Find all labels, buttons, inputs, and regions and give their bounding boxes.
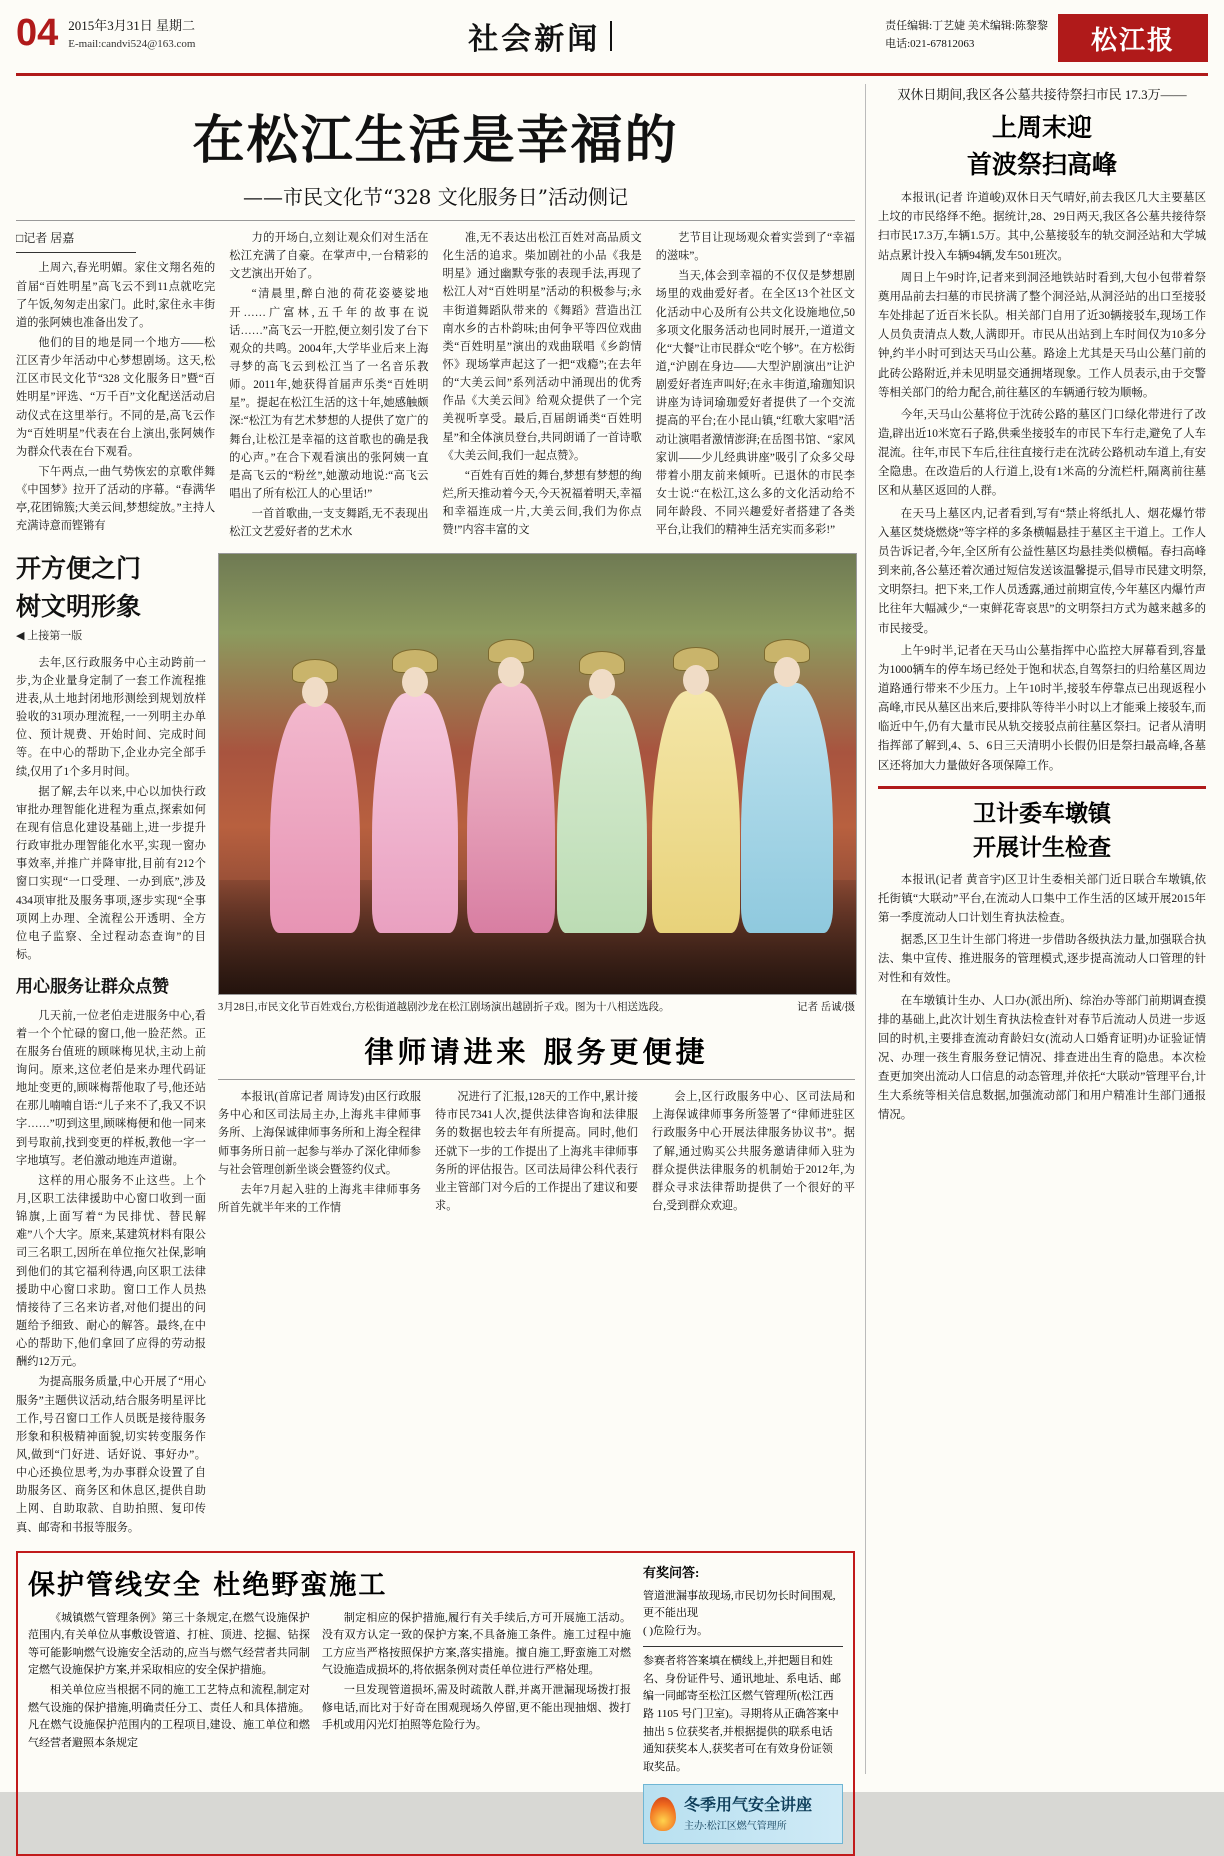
rule — [16, 220, 855, 221]
email-address: E-mail:candvi524@163.com — [68, 37, 196, 50]
paragraph: 几天前,一位老伯走进服务中心,看着一个个忙碌的窗口,他一脸茫然。正在服务台值班的顾咪梅见状,主动上前询问。原来,这位老伯是来办理代码证地址变更的,顾咪梅帮他取了号,他还站在那儿喃喃自语:“儿子来不了,我又不识字……”叨到这里,顾咪梅便和他一同来到号取前,找到变更的样板,教他一字一字地填写。老伯激动地连声道谢。 — [16, 1009, 206, 1167]
right-article2-body — [878, 871, 1206, 1126]
right-title2-line-2: 开展计生检查 — [973, 833, 1111, 861]
gas-safety-ad — [16, 1551, 855, 1856]
lawyer-columns — [218, 1088, 855, 1219]
continued-from-label: ◀ 上接第一版 — [16, 629, 83, 642]
headline-block — [16, 98, 855, 210]
paragraph: 艺节目让现场观众着实尝到了“幸福的滋味”。 — [655, 232, 855, 263]
performer-head — [302, 677, 328, 707]
paragraph: 为提高服务质量,中心开展了“用心服务”主题供议活动,结合服务明星评比工作,号召窗口工作人员既是接待服务形象和积极精神面貌,切实转变服务作风,做到“门好进、话好说、事好办”。中心还换位思考,为办事群众设置了自助服务区、商务区和休息区,提供自助上网、自助取款、自助拍照、复印传真、邮寄和书报等服务。 — [16, 1376, 206, 1534]
photo-area — [218, 553, 855, 1538]
paragraph: 本报讯(记者 黄音宇)区卫计生委相关部门近日联合车墩镇,依托街镇“大联动”平台,在流动人口集中工作生活的区域开展2015年第一季度流动人口计划生育执法检查。 — [878, 873, 1206, 924]
paragraph: 在天马上墓区内,记者看到,写有“禁止将纸扎人、烟花爆竹带入墓区焚烧燃烧”等字样的多条横幅悬挂于墓区主干道上。工作人员告诉记者,今年,全区所有公益性墓区均悬挂类似横幅。春扫高峰到来前,各公墓还着次通过短信发送该温馨提示,倡导市民建文明祭,文明祭扫。把下来,工作人员透露,通过前期宣传,今年墓区内爆竹声比往年大幅减少,“一束鲜花寄哀思”的文明祭扫方式为越来越多的市民接受。 — [878, 507, 1206, 635]
article-column-3 — [443, 229, 642, 543]
date-block — [68, 14, 195, 52]
paragraph: 今年,天马山公墓将位于沈砖公路的墓区门口绿化带进行了改造,辟出近10米宽石子路,供乘坐接驳车的市民下车行走,避免了人车混流。往年,市民下车后,往往直接行走在沈砖公路机动车道上,有安全隐患。在改造后的人行道上,设有1米高的分流栏杆,隔离前往墓区和从墓区返回的人群。 — [878, 408, 1206, 498]
secondary-title-line-2: 树文明形象 — [16, 591, 142, 621]
paragraph: 会上,区行政服务中心、区司法局和上海保诚律师事务所签署了“律师进驻区行政服务中心开展法律服务协议书”。据了解,通过购买公共服务邀请律师入驻为群众提供法律服务的机制始于2012年,为群众寻求法律帮助提供了一个很好的平台,受到群众欢迎。 — [652, 1091, 855, 1212]
ad-banner — [643, 1784, 843, 1844]
paragraph: 一旦发现管道损坏,需及时疏散人群,并离开泄漏现场拨打报修电话,而比对于好奇在围观现场久停留,更不能出现抽烟、拨打手机或用闪光灯拍照等危险行为。 — [321, 1684, 631, 1732]
quiz-note: 参赛者将答案填在横线上,并把题目和姓名、身份证件号、通讯地址、系电话、邮编一同邮寄至松江区燃气管理所(松江西路 1105 号门卫室)。寻期将从正确答案中抽出 5 位获奖者,并根据提供的联系电话通知获奖本人,获奖者可在有效身份证领取奖品。 — [643, 1655, 841, 1773]
editor-line-2: 电话:021-67812063 — [885, 37, 975, 50]
paragraph: 他们的目的地是同一个地方——松江区青少年活动中心梦想剧场。这天,松江区市民文化节“328 文化服务日”暨“百姓明星”评选、“万千百”文化配送活动启动仪式在这里举行。不同的是,高飞云作为“百姓明星”代表在台上演出,张阿姨作为群众代表在台下观看。 — [16, 337, 216, 458]
photo-caption: 3月28日,市民文化节百姓戏台,方松街道越剧沙龙在松江剧场演出越剧折子戏。图为十八相送选段。 — [218, 1002, 670, 1014]
paragraph: 在车墩镇计生办、人口办(派出所)、综治办等部门前期调查摸排的基础上,此次计划生育执法检查针对春节后流动人员进一步返回的时机,主要排查流动育龄妇女(流动人口婚育证明)办证验证情况、办理一孩生育服务登记情况、排查进出生育的隐患。本次检查更加突出流动人口信息的动态管理,并依托“大联动”管理平台,计生大系统等相关信息数据,加强流动部门和用户精准计生部门通报情况。 — [878, 994, 1206, 1122]
performer-head — [683, 665, 709, 695]
paragraph: “百姓有百姓的舞台,梦想有梦想的绚烂,所天推动着今天,今天祝福着明天,幸福和幸福连成一片,大美云间,我们为你点赞!”内容丰富的文 — [442, 469, 642, 537]
paragraph: 上周六,春光明媚。家住文翔名苑的首届“百姓明星”高飞云不到11点就吃完了午饭,匆匆走出家门。此时,家住永丰街道的张阿姨也准备出发了。 — [16, 262, 216, 329]
paragraph: 这样的用心服务不止这些。上个月,区职工法律援助中心窗口收到一面锦旗,上面写着“为民排忧、替民解难”八个大字。原来,某建筑材料有限公司三名职工,因所在单位拖欠社保,影响到他们的其它福利待遇,向区职工法律援助中心窗口求助。窗口工作人员热情接待了三名来访者,对他们提出的问题给予细致、耐心的解答。最终,在中心的帮助下,他们拿回了应得的劳动报酬约12万元。 — [16, 1174, 206, 1369]
article-column-2 — [229, 229, 428, 543]
performer-head — [774, 657, 800, 687]
paragraph: 去年,区行政服务中心主动跨前一步,为企业量身定制了一套工作流程推进表,从土地封闭地形测绘到规划放样验收的31项办理流程,一一列明主办单位、预计规费、开始时间、完成时间等。在中心的帮助下,企业办完全部手续,仅用了1个多月时间。 — [16, 656, 206, 778]
right-column — [866, 84, 1206, 1774]
lawyer-article-title: 律师请进来 服务更便捷 — [364, 1035, 709, 1070]
performer — [741, 683, 833, 933]
paragraph: 本报讯(首席记者 周诗发)由区行政服务中心和区司法局主办,上海兆丰律师事务所、上海保诚律师事务所和上海全程律师事务所日前一起参与举办了深化律师参与社会管理创新坐谈会暨签约仪式。 — [218, 1091, 421, 1176]
divider — [610, 21, 612, 51]
paragraph: 去年7月起入驻的上海兆丰律师事务所首先就半年来的工作情 — [218, 1183, 421, 1214]
rule — [643, 1646, 843, 1647]
section-title-group — [195, 14, 885, 58]
paragraph: 据悉,区卫生计生部门将进一步借助各级执法力量,加强联合执法、集中宣传、推进服务的管理模式,逐步提高流动人口管理的针对性和有效性。 — [878, 934, 1206, 985]
lead-article-columns — [16, 229, 855, 543]
editor-line-1: 责任编辑:丁艺婕 美术编辑:陈黎黎 — [885, 20, 1048, 32]
page-number: 04 — [16, 12, 59, 54]
paragraph: 当天,体会到幸福的不仅仅是梦想剧场里的戏曲爱好者。在全区13个社区文化活动中心及所有公共文化设施地位,50多项文化服务活动也同时展开,一道道文化“大餐”让市民群众“吃个够”。在方松街道,“沪剧在身边——大型沪剧演出”让沪剧爱好者连声叫好;在永丰街道,瑜珈知识讲座为诗词瑜珈爱好者提供了一个交流提高的平台;在小昆山镇,“红歌大家唱”活动让演唱者激情澎湃;在岳图书馆、“家风家训——少儿经典讲座”吸引了众多父母带着小朋友前来倾听。已退休的市民李女士说:“在松江,这么多的文化活动给不同年龄段、不同兴趣爱好者搭建了各类平台,让我们的精神生活充实而多彩!” — [655, 270, 855, 537]
performer — [467, 683, 555, 933]
paragraph: 制定相应的保护措施,履行有关手续后,方可开展施工活动。没有双方认定一致的保护方案,不具备施工条件。施工过程中施工方应当严格按照保护方案,落实措施。擅自施工,野蛮施工对燃气设施造成损坏的,将依据条例对责任单位进行严格处理。 — [321, 1611, 631, 1677]
performer — [557, 695, 647, 933]
paragraph: 本报讯(记者 许道峻)双休日天气晴好,前去我区几大主要墓区上坟的市民络绎不绝。据统计,28、29日两天,我区各公墓共接待祭扫市民17.3万,车辆1.5万。其中,公墓接驳车的轨交洞泾站和大学城站点累计投入车辆94辆,发车501班次。 — [878, 192, 1206, 262]
secondary-subhead: 用心服务让群众点赞 — [16, 977, 169, 998]
editor-info — [885, 14, 1048, 53]
paragraph: 下午两点,一曲气势恢宏的京歌伴舞《中国梦》拉开了活动的序幕。“春满华亭,花团锦簇;大美云间,梦想绽放。”主持人充满诗意而铿锵有 — [16, 465, 216, 533]
flame-icon — [650, 1797, 676, 1831]
section-title: 社会新闻 — [468, 22, 601, 57]
quiz-question: 管道泄漏事故现场,市民切勿长时间围观,更不能出现 — [643, 1589, 836, 1620]
right-lead: 双休日期间,我区各公墓共接待祭扫市民 17.3万—— — [897, 87, 1187, 102]
paragraph: 周日上午9时许,记者来到洞泾地铁站时看到,大包小包带着祭奠用品前去扫墓的市民挤满了整个洞泾站,从洞泾站的出口至接驳车处排起了近百米长队。相关部门自用了近30辆接驳车,现场工作人员负责清点人数,人满即开。市民从出站到上车时间仅为10多分钟,约半小时可到达天马山公墓。路途上尤其是天马山公墓门前的此砖公路附近,并未见明显交通拥堵现象。工作人员表示,由于交警等相关部门的给力配合,前往墓区的车辆通行较为顺畅。 — [878, 271, 1206, 399]
byline-rule — [16, 252, 136, 253]
right-title2-line-1: 卫计委车墩镇 — [973, 799, 1111, 827]
sub-headline: ——市民文化节“328 文化服务日”活动侧记 — [243, 185, 628, 209]
performer-head — [402, 667, 428, 697]
right-article-body — [878, 189, 1206, 776]
paragraph: 上午9时半,记者在天马山公墓指挥中心监控大屏幕看到,容量为1000辆车的停车场已经处于饱和状态,自驾祭扫的归给墓区周边道路通行带来不少压力。上午10时半,接驳车停靠点已出现返程小高峰,市民从墓区出来后,要排队等待半小时以上才能乘上接驳车,而临近中午,仍有大量市民从轨交接驳点前往墓区祭扫。记者从清明指挥部了解到,4、5、6日三天清明小长假仍旧是祭扫最高峰,各墓区还将加大力量做好各项保障工作。 — [878, 644, 1206, 772]
paragraph: 准,无不表达出松江百姓对高品质文化生活的追求。柴加剧社的小品《我是明星》通过幽默夸张的表现手法,再现了松江人对“百姓明星”活动的积极参与;永丰街道舞蹈队带来的《舞蹈》营造出江南水乡的古朴韵味;由何争平等四位戏曲类“百姓明星”演出的戏曲联唱《乡韵情怀》现场掌声起这了一把“戏瘾”;在去年的“大美云间”系列活动中涌现出的优秀作品《大美云间》给观众提供了一个完美视听享受。最后,百届朗诵类“百姓明星”和全体演员登台,共同朗诵了一首诗歌《大美云间,我们一起点赞》。 — [442, 232, 642, 462]
rule — [218, 1079, 855, 1080]
ad-quiz — [643, 1563, 843, 1844]
paragraph: 况进行了汇报,128天的工作中,累计接待市民7341人次,提供法律咨询和法律服务的数据也较去年有所提高。同时,他们还就下一步的工作提出了上海兆丰律师事务所的评估报告。区司法局律公科代表行业主管部门对今后的工作提出了建议和要求。 — [435, 1091, 638, 1212]
issue-date: 2015年3月31日 星期二 — [68, 18, 196, 33]
paragraph: 相关单位应当根据不同的施工工艺特点和流程,制定对燃气设施的保护措施,明确责任分工、责任人和具体措施。凡在燃气设施保护范围内的工程项目,建设、施工单位和燃气经营者避照本条规定 — [28, 1684, 310, 1749]
banner-title: 冬季用气安全讲座 — [684, 1797, 813, 1815]
right-title-line-1: 上周末迎 — [991, 113, 1092, 143]
stage-photo — [218, 553, 857, 995]
red-divider — [878, 786, 1206, 789]
photo-credit: 记者 岳诚/摄 — [796, 1002, 855, 1014]
mid-row — [16, 553, 855, 1538]
performer — [270, 703, 360, 933]
paragraph: 一首首歌曲,一支支舞蹈,无不表现出松江文艺爱好者的艺术水 — [229, 508, 429, 539]
banner-subtitle: 主办:松江区燃气管理所 — [684, 1821, 787, 1833]
article-column-4 — [656, 229, 855, 543]
paragraph: 力的开场白,立刻让观众们对生活在松江充满了自豪。在掌声中,一台精彩的文艺演出开始了。 — [229, 232, 429, 281]
performer-head — [498, 657, 524, 687]
ad-column-2 — [322, 1610, 631, 1755]
ad-title: 保护管线安全 杜绝野蛮施工 — [28, 1569, 388, 1601]
photo-caption-row — [218, 1000, 855, 1016]
lawyer-column-3 — [652, 1088, 855, 1219]
article-byline: □记者 居嘉 — [16, 231, 75, 245]
ad-main — [28, 1563, 631, 1844]
performer — [372, 693, 458, 933]
paper-logo: 松江报 — [1058, 14, 1208, 62]
article-column-1 — [16, 229, 215, 543]
paragraph: 据了解,去年以来,中心以加快行政审批办理智能化进程为重点,探索如何在现有信息化建设基础上,进一步提升行政审批办理智能化水平,实现一窗办事效率,并推广并降审批,目前有212个窗口实现“一口受理、一办到底”,涉及434项审批及服务事项,逐步实现“全事项网上办理、全流程公开透明、全方位电子监察、全过程动态查询”的目标。 — [16, 785, 206, 961]
secondary-article — [16, 553, 206, 1538]
lawyer-column-1 — [218, 1088, 421, 1219]
quiz-option: ( )危险行为。 — [643, 1624, 709, 1637]
quiz-title: 有奖问答: — [643, 1564, 700, 1580]
main-headline: 在松江生活是幸福的 — [192, 110, 679, 171]
paragraph: 《城镇燃气管理条例》第三十条规定,在燃气设施保护范围内,有关单位从事敷设管道、打桩、顶进、挖掘、钻探等可能影响燃气设施安全活动的,应当与燃气经营者共同制定燃气设施保护方案,并采取相应的安全保护措施。 — [28, 1611, 310, 1677]
masthead — [16, 14, 1208, 76]
page-body — [16, 84, 1208, 1833]
secondary-title-line-1: 开方便之门 — [16, 554, 142, 584]
ad-columns — [28, 1610, 631, 1755]
performer-head — [589, 669, 615, 699]
performer — [652, 691, 740, 933]
ad-column-1 — [28, 1610, 310, 1755]
lawyer-column-2 — [435, 1088, 638, 1219]
right-title-line-2: 首波祭扫高峰 — [966, 149, 1117, 179]
paragraph: “清晨里,醉白池的荷花姿婆娑地开……广富林,五千年的故事在说话……”高飞云一开腔,便立刻引发了台下观众的共鸣。2004年,大学毕业后来上海寻梦的高飞云到松江当了一名音乐教师。2011年,她获得首届声乐类“百姓明星”。提起在松江生活的这十年,她感触颇深:“松江为有艺术梦想的人提供了宽广的舞台,让松江是幸福的这首歌也的确是我的心声。”在合下观看演出的张阿姨一直是高飞云的“粉丝”,她激动地说:“高飞云唱出了所有松江人的心里话!” — [229, 288, 429, 500]
main-zone — [16, 84, 866, 1833]
